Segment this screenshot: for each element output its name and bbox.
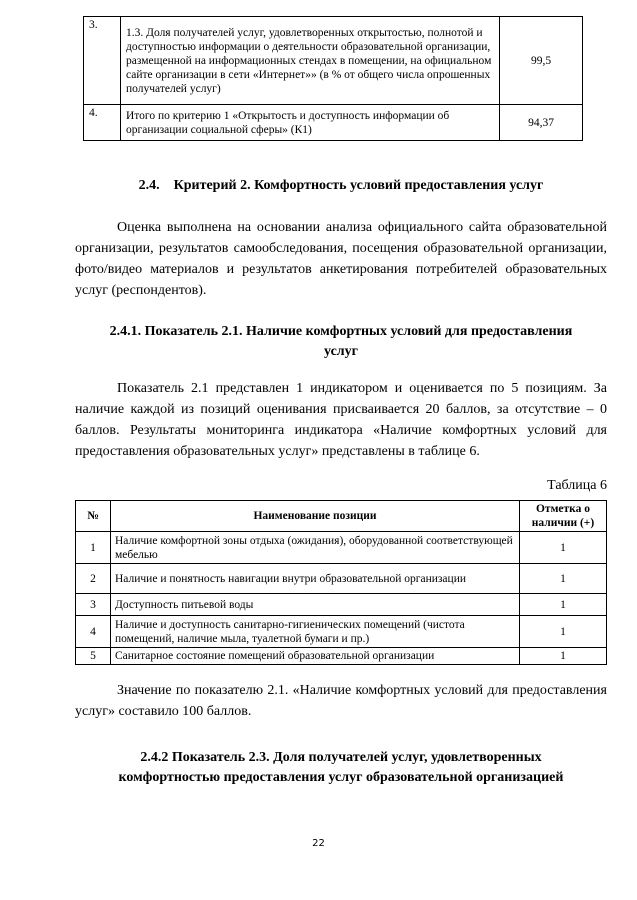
row-mark: 1 (520, 564, 607, 594)
row-mark: 1 (520, 616, 607, 648)
paragraph-text: Значение по показателю 2.1. «Наличие комфортных условий для предоставления услуг» составило 100 баллов. (75, 683, 607, 719)
table-row (76, 648, 607, 665)
header-mark: Отметка о наличии (+) (520, 501, 607, 532)
header-num: № (76, 501, 111, 532)
row-number: 4. (84, 105, 121, 141)
row-name: Санитарное состояние помещений образовательной организации (111, 648, 520, 665)
criterion-1-table (83, 16, 583, 141)
row-number: 1 (76, 532, 111, 564)
row-text: Итого по критерию 1 «Открытость и доступность информации об организации социальной сферы» (К1) (121, 105, 500, 141)
row-value: 94,37 (500, 105, 583, 141)
paragraph-text: Показатель 2.1 представлен 1 индикатором и оценивается по 5 позициям. За наличие каждой из позиций оценивания присваивается 20 баллов, за отсутствие – 0 баллов. Результаты мониторинга индикатора «Наличие комфортных условий для предоставления образовательных услуг» представлены в таблице 6. (75, 381, 607, 459)
table-row (76, 594, 607, 616)
table-row (76, 532, 607, 564)
table-row (76, 564, 607, 594)
heading-line: услуг (324, 344, 358, 359)
section-2-4-2-heading (75, 748, 607, 788)
row-mark: 1 (520, 648, 607, 665)
row-number: 5 (76, 648, 111, 665)
table-row (84, 105, 583, 141)
row-number: 4 (76, 616, 111, 648)
section-2-4-paragraph (75, 217, 607, 301)
row-name: Доступность питьевой воды (111, 594, 520, 616)
row-number: 2 (76, 564, 111, 594)
table-header-row (76, 501, 607, 532)
table-6-caption: Таблица 6 (547, 478, 607, 493)
row-mark: 1 (520, 594, 607, 616)
table-6 (75, 500, 607, 665)
heading-line: 2.4.1. Показатель 2.1. Наличие комфортных условий для предоставления (109, 324, 573, 339)
page-number: 22 (312, 838, 325, 849)
table-row (84, 17, 583, 105)
section-2-4-heading: 2.4. Критерий 2. Комфортность условий предоставления услуг (138, 178, 544, 193)
table-row (76, 616, 607, 648)
row-mark: 1 (520, 532, 607, 564)
row-text: 1.3. Доля получателей услуг, удовлетворенных открытостью, полнотой и доступностью информации о деятельности образовательной организации, размещенной на информационных стендах в помещении, на официальном сайте организации в сети «Интернет»» (в % от общего числа опрошенных получателей услуг) (121, 17, 500, 105)
row-value: 99,5 (500, 17, 583, 105)
header-name: Наименование позиции (111, 501, 520, 532)
section-2-4-1-heading (75, 322, 607, 362)
row-name: Наличие комфортной зоны отдыха (ожидания), оборудованной соответствующей мебелью (111, 532, 520, 564)
heading-line: 2.4.2 Показатель 2.3. Доля получателей услуг, удовлетворенных (140, 750, 542, 765)
row-name: Наличие и доступность санитарно-гигиенических помещений (чистота помещений, наличие мыла, туалетной бумаги и пр.) (111, 616, 520, 648)
heading-line: комфортностью предоставления услуг образовательной организацией (118, 770, 564, 785)
result-paragraph (75, 680, 607, 722)
row-number: 3. (84, 17, 121, 105)
row-name: Наличие и понятность навигации внутри образовательной организации (111, 564, 520, 594)
row-number: 3 (76, 594, 111, 616)
paragraph-text: Оценка выполнена на основании анализа официального сайта образовательной организации, результатов самообследования, посещения образовательной организации, фото/видео материалов и результатов анкетирования потребителей образовательных услуг (респондентов). (75, 220, 607, 298)
section-2-4-1-paragraph (75, 378, 607, 462)
